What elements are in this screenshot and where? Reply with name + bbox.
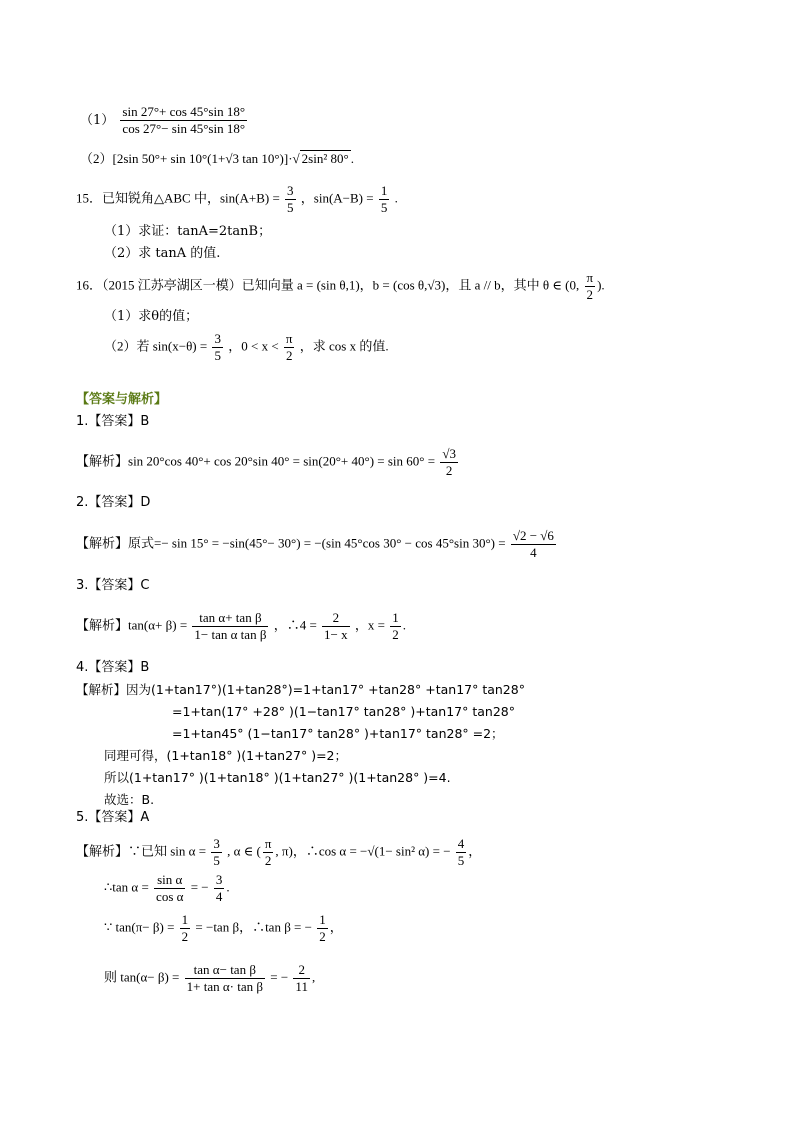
a5-f5-den: 4 — [215, 889, 223, 904]
a5-f2-num: π — [264, 836, 272, 851]
q15-f1-den: 5 — [287, 200, 294, 215]
a5-f4-num: sin α — [154, 872, 185, 889]
a4-line-4: 同理可得，(1+tan18° )(1+tan27° )=2； — [104, 748, 348, 763]
a5-f6-den: 2 — [181, 929, 189, 944]
explanation-label: 【解析】 — [76, 535, 129, 551]
q14-1-fraction — [120, 104, 247, 137]
a2-den: 4 — [530, 545, 537, 560]
a3-den: 1− tan α tan β — [194, 627, 267, 642]
a3-end: . — [402, 617, 406, 633]
q16-f-den: 2 — [586, 287, 594, 302]
a2-fraction — [511, 528, 556, 561]
answers-header: 【答案与解析】 — [76, 392, 168, 407]
a2-num: √2 − √6 — [512, 528, 554, 543]
a3-exp-b: ，∴4 = — [273, 617, 317, 633]
a5-fraction-6 — [180, 912, 191, 945]
a1-expression: sin 20°cos 40°+ cos 20°sin 40° = sin(20°+ 40°) = sin 60° = — [128, 453, 436, 469]
answer-1-explanation — [76, 446, 460, 479]
a3-f2-num: 2 — [322, 610, 350, 627]
q15-f1-num: 3 — [287, 183, 294, 198]
q14-1-denominator: cos 27°− sin 45°sin 18° — [122, 121, 246, 136]
a5-line-3 — [104, 912, 343, 945]
q15-fraction-2 — [379, 183, 390, 216]
q14-part1 — [80, 104, 249, 137]
a3-num: tan α+ tan β — [192, 610, 268, 627]
a4-line-6: 故选：B. — [104, 792, 155, 807]
answer-2-explanation — [76, 528, 558, 561]
q15-statement — [76, 183, 398, 216]
a5-line-4 — [104, 962, 315, 995]
a5-f9-den: 11 — [295, 979, 308, 994]
answer-1: 1.【答案】B — [76, 414, 150, 429]
explanation-label: 【解析】 — [76, 453, 129, 469]
q15-fraction-1 — [285, 183, 296, 216]
a5-fraction-7 — [317, 912, 328, 945]
q16-2-fraction-1 — [212, 331, 223, 364]
q15-part2: （2）求 tanA 的值. — [104, 246, 221, 261]
a3-fraction-3 — [390, 610, 401, 643]
a5-l4-b: = − — [270, 969, 289, 985]
answer-2: 2.【答案】D — [76, 495, 151, 510]
a5-line-2 — [104, 872, 230, 905]
a3-exp-c: ，x = — [354, 617, 385, 633]
explanation-label: 【解析】 — [76, 617, 129, 633]
a4-line-3: =1+tan45° (1−tan17° tan28° )+tan17° tan28° =2； — [172, 726, 504, 741]
a5-f9-num: 2 — [293, 962, 310, 979]
q14-2-sqrt: 2sin² 80° — [301, 151, 349, 166]
a5-fraction-1 — [211, 836, 222, 869]
a2-expression: 原式=− sin 15° = −sin(45°− 30°) = −(sin 45°cos 30° − cos 45°sin 30°) = — [128, 535, 506, 551]
q15-end: . — [394, 190, 398, 206]
q16-2a: （2）若 sin(x−θ) = — [104, 338, 208, 354]
a5-f6-num: 1 — [181, 912, 189, 927]
q16-2g-den: 2 — [285, 348, 293, 363]
a3-f2-den: 1− x — [324, 627, 348, 642]
q16-fraction — [585, 270, 596, 303]
a5-l1-a: 【解析】∵已知 sin α = — [76, 843, 207, 859]
a5-l2-a: ∴tan α = — [104, 879, 149, 895]
a5-fraction-5 — [214, 872, 225, 905]
a5-l2-b: = − — [190, 879, 209, 895]
a5-line-1 — [76, 836, 481, 869]
a4-line-2: =1+tan(17° +28° )(1−tan17° tan28° )+tan17° tan28° — [172, 704, 515, 719]
a5-f7-den: 2 — [319, 929, 326, 944]
a5-fraction-2 — [263, 836, 274, 869]
q16-2f-den: 5 — [214, 348, 221, 363]
a3-f3-den: 2 — [392, 627, 399, 642]
a5-l2-c: . — [226, 879, 230, 895]
a1-fraction — [440, 446, 458, 479]
answer-4: 4.【答案】B — [76, 660, 150, 675]
a4-line-5: 所以(1+tan17° )(1+tan18° )(1+tan27° )(1+tan28° )=4. — [104, 770, 451, 785]
a5-l4-a: 则 tan(α− β) = — [104, 969, 180, 985]
q16-2-fraction-2 — [284, 331, 295, 364]
a5-f3-num: 4 — [457, 836, 465, 851]
q16-statement — [76, 270, 605, 303]
a5-f5-num: 3 — [215, 872, 223, 887]
a3-exp-a: tan(α+ β) = — [128, 617, 188, 633]
q14-2-label: （2） — [80, 151, 113, 166]
a5-l4-c: , — [311, 969, 316, 985]
a3-f3-num: 1 — [392, 610, 399, 625]
answer-3: 3.【答案】C — [76, 578, 150, 593]
a1-num: √3 — [442, 446, 456, 461]
q14-2-end: . — [350, 151, 354, 166]
a1-den: 2 — [445, 463, 453, 478]
a5-f1-num: 3 — [213, 836, 220, 851]
a5-l3-b: = −tan β，∴tan β = − — [195, 919, 312, 935]
q14-1-numerator: sin 27°+ cos 45°sin 18° — [122, 104, 246, 119]
a5-l1-d: ， — [468, 843, 482, 859]
q14-1-label: （1） — [80, 113, 115, 128]
q15-f2-num: 1 — [380, 183, 388, 198]
a5-f4-den: cos α — [156, 889, 184, 904]
a5-f2-den: 2 — [264, 853, 272, 868]
a5-f7-num: 1 — [319, 912, 326, 927]
q16-part2 — [104, 331, 389, 364]
answer-3-explanation — [76, 610, 406, 643]
a5-fraction-9 — [293, 962, 310, 995]
a5-f8-num: tan α− tan β — [185, 962, 265, 979]
q16-2b: ，0 < x < — [228, 338, 279, 354]
q15-mid: ，sin(A−B) = — [300, 190, 374, 206]
a5-l3-c: ， — [329, 919, 343, 935]
a4-line-1: 【解析】因为(1+tan17°)(1+tan28°)=1+tan17° +tan28° +tan17° tan28° — [76, 682, 525, 697]
answer-5: 5.【答案】A — [76, 810, 150, 825]
a5-fraction-4 — [154, 872, 185, 905]
q16-end: ). — [597, 277, 605, 293]
a3-fraction-1 — [192, 610, 268, 643]
q14-2-expression: [2sin 50°+ sin 10°(1+√3 tan 10°)]· — [112, 151, 293, 166]
a5-f8-den: 1+ tan α· tan β — [186, 979, 263, 994]
a5-f3-den: 5 — [457, 853, 465, 868]
a5-l1-c: , π)，∴cos α = −√(1− sin² α) = − — [275, 843, 451, 859]
a5-l1-b: , α ∈ ( — [227, 843, 261, 859]
q16-2c: ，求 cos x 的值. — [299, 338, 389, 354]
q16-text: 16．（2015 江苏亭湖区一模）已知向量 a = (sin θ,1)，b = (cos θ,√3)，且 a // b，其中 θ ∈ (0, — [76, 277, 580, 293]
q16-f-num: π — [586, 270, 594, 285]
a5-fraction-8 — [185, 962, 265, 995]
q15-text: 15．已知锐角△ABC 中，sin(A+B) = — [76, 190, 280, 206]
q15-part1: （1）求证：tanA=2tanB； — [104, 224, 272, 239]
a5-f1-den: 5 — [213, 853, 220, 868]
q16-2g-num: π — [285, 331, 293, 346]
q16-2f-num: 3 — [214, 331, 221, 346]
a3-fraction-2 — [322, 610, 350, 643]
q14-part2: （2）[2sin 50°+ sin 10°(1+√3 tan 10°)]·√ 2sin² 80° . — [80, 151, 354, 166]
q16-part1: （1）求θ的值； — [104, 309, 199, 324]
q15-f2-den: 5 — [380, 200, 388, 215]
a5-l3-a: ∵ tan(π− β) = — [104, 919, 175, 935]
a5-fraction-3 — [456, 836, 467, 869]
